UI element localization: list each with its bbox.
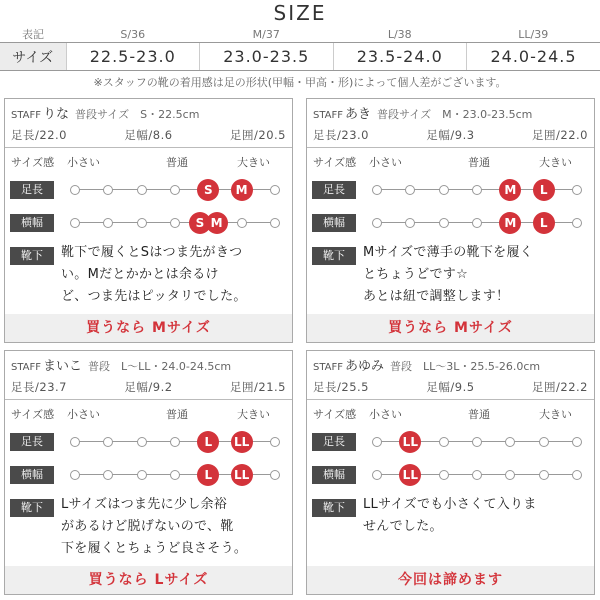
fit-scale-labels [307, 154, 594, 172]
staff-usual-size: 普段 L〜LL・24.0-24.5cm [88, 360, 232, 373]
foot-length-value: 足長/22.0 [11, 128, 67, 142]
comment-line: い。Mだとかかとは余るけ [61, 267, 219, 282]
comment-line: あとは紐で調整します！ [363, 289, 510, 304]
fit-disclaimer-note: ※スタッフの靴の着用感は足の形状(甲幅・甲高・形)によって個人差がございます。 [93, 76, 507, 89]
fit-scale-labels [5, 406, 292, 424]
foot-length-value: 足長/25.5 [313, 380, 369, 394]
width-size-mark: LL [231, 464, 253, 486]
comment-line: Lサイズはつま先に少し余裕 [61, 497, 228, 512]
foot-length-value: 足長/23.7 [11, 380, 67, 394]
socks-row-label: 靴下 [312, 247, 356, 265]
length-size-mark: LL [399, 431, 421, 453]
fit-scale-large-label: 大きい [237, 408, 270, 421]
header-divider [307, 399, 594, 400]
size-col-label: M/37 [200, 26, 334, 43]
width-size-mark: L [197, 464, 219, 486]
staff-header [11, 355, 286, 373]
size-range-value: 22.5-23.0 [66, 43, 200, 71]
staff-name: りな [43, 107, 70, 122]
staff-tag: STAFF [11, 362, 42, 373]
staff-comment [61, 242, 288, 308]
length-size-mark: L [533, 179, 555, 201]
fit-scale-normal-label: 普通 [468, 156, 490, 169]
fit-scale-small-label: 小さい [67, 408, 100, 421]
scale-dot [103, 437, 113, 447]
staff-tag: STAFF [11, 110, 42, 121]
scale-dot [539, 470, 549, 480]
size-table [0, 26, 600, 71]
size-col-label: L/38 [333, 26, 467, 43]
length-size-mark: LL [231, 431, 253, 453]
fit-scale-large-label: 大きい [237, 156, 270, 169]
staff-tag: STAFF [313, 362, 344, 373]
foot-girth-value: 足囲/21.5 [230, 380, 286, 394]
fit-scale-small-label: 小さい [67, 156, 100, 169]
scale-dot [137, 437, 147, 447]
fit-scale-title: サイズ感 [11, 156, 55, 169]
width-scale [377, 463, 577, 487]
length-size-mark: M [231, 179, 253, 201]
fit-scale-normal-label: 普通 [468, 408, 490, 421]
length-scale [75, 178, 275, 202]
fit-scale-normal-label: 普通 [166, 408, 188, 421]
scale-dot [372, 470, 382, 480]
scale-dot [70, 218, 80, 228]
scale-dot [572, 437, 582, 447]
scale-dot [70, 470, 80, 480]
foot-length-value: 足長/23.0 [313, 128, 369, 142]
scale-dot [137, 185, 147, 195]
staff-name: あゆみ [345, 359, 385, 374]
staff-comment [363, 494, 590, 538]
fit-scale-small-label: 小さい [369, 408, 402, 421]
scale-dot [439, 470, 449, 480]
comment-line: ど、つま先はピッタリでした。 [61, 289, 247, 304]
scale-dot [539, 437, 549, 447]
fit-scale-labels [5, 154, 292, 172]
width-size-mark: M [206, 212, 228, 234]
comment-line: せんでした。 [363, 519, 443, 534]
length-size-mark: M [499, 179, 521, 201]
staff-usual-size: 普段サイズ S・22.5cm [75, 108, 200, 121]
comment-line: 下を履くとちょうど良さそう。 [61, 541, 248, 556]
length-row-label: 足長 [10, 181, 54, 199]
foot-girth-value: 足囲/20.5 [230, 128, 286, 142]
foot-width-value: 足幅/9.2 [124, 380, 173, 394]
scale-dot [372, 185, 382, 195]
size-table-header-label: 表記 [0, 26, 66, 43]
scale-dot [170, 218, 180, 228]
scale-dot [572, 185, 582, 195]
scale-dot [103, 218, 113, 228]
foot-girth-value: 足囲/22.2 [532, 380, 588, 394]
staff-tag: STAFF [313, 110, 344, 121]
socks-row-label: 靴下 [10, 247, 54, 265]
staff-foot-measurements [11, 379, 286, 395]
header-divider [5, 399, 292, 400]
scale-dot [405, 218, 415, 228]
length-scale [377, 430, 577, 454]
scale-dot [137, 218, 147, 228]
size-table-header-row [0, 26, 600, 43]
length-row-label: 足長 [10, 433, 54, 451]
comment-line: Mサイズで薄手の靴下を履く [363, 245, 534, 260]
scale-dot [572, 470, 582, 480]
scale-dot [372, 218, 382, 228]
staff-usual-size: 普段サイズ M・23.0-23.5cm [377, 108, 533, 121]
purchase-verdict: 買うなら Mサイズ [307, 314, 594, 342]
scale-dot [405, 185, 415, 195]
fit-scale-title: サイズ感 [313, 408, 357, 421]
staff-header [313, 103, 588, 121]
scale-dot [572, 218, 582, 228]
fit-scale-labels [307, 406, 594, 424]
foot-width-value: 足幅/8.6 [124, 128, 173, 142]
fit-scale-large-label: 大きい [539, 156, 572, 169]
staff-review-card [306, 98, 595, 343]
scale-dot [103, 470, 113, 480]
header-divider [307, 147, 594, 148]
size-col-label: S/36 [66, 26, 200, 43]
scale-dot [472, 218, 482, 228]
purchase-verdict: 今回は諦めます [307, 566, 594, 594]
fit-scale-title: サイズ感 [11, 408, 55, 421]
scale-dot [505, 437, 515, 447]
scale-dot [439, 218, 449, 228]
foot-girth-value: 足囲/22.0 [532, 128, 588, 142]
size-range-value: 23.5-24.0 [333, 43, 467, 71]
page-title: SIZE [273, 1, 327, 25]
socks-row-label: 靴下 [312, 499, 356, 517]
fit-scale-title: サイズ感 [313, 156, 357, 169]
staff-review-card [4, 350, 293, 595]
staff-review-card [306, 350, 595, 595]
scale-dot [170, 185, 180, 195]
width-row-label: 横幅 [10, 214, 54, 232]
width-scale [377, 211, 577, 235]
scale-dot [237, 218, 247, 228]
scale-dot [472, 185, 482, 195]
comment-line: とちょうどです☆ [363, 267, 469, 282]
purchase-verdict: 買うなら Mサイズ [5, 314, 292, 342]
scale-dot [270, 218, 280, 228]
scale-dot [472, 437, 482, 447]
scale-dot [270, 185, 280, 195]
foot-width-value: 足幅/9.3 [426, 128, 475, 142]
comment-line: があるけど脱げないので、靴 [61, 519, 234, 534]
length-row-label: 足長 [312, 433, 356, 451]
staff-name: まいこ [43, 359, 83, 374]
size-table-row-label: サイズ [0, 43, 66, 71]
scale-dot [70, 185, 80, 195]
width-size-mark: LL [399, 464, 421, 486]
width-row-label: 横幅 [10, 466, 54, 484]
scale-dot [505, 470, 515, 480]
scale-dot [270, 437, 280, 447]
length-scale [75, 430, 275, 454]
width-scale [75, 211, 275, 235]
staff-header [11, 103, 286, 121]
length-size-mark: S [197, 179, 219, 201]
width-size-mark: L [533, 212, 555, 234]
scale-dot [472, 470, 482, 480]
width-size-mark: M [499, 212, 521, 234]
size-range-value: 23.0-23.5 [200, 43, 334, 71]
socks-row-label: 靴下 [10, 499, 54, 517]
staff-review-card [4, 98, 293, 343]
header-divider [5, 147, 292, 148]
fit-scale-large-label: 大きい [539, 408, 572, 421]
width-row-label: 横幅 [312, 214, 356, 232]
comment-line: 靴下で履くとSはつま先がきつ [61, 245, 243, 260]
comment-line: LLサイズでも小さくて入りま [363, 497, 537, 512]
staff-comment [61, 494, 288, 560]
scale-dot [439, 185, 449, 195]
length-size-mark: L [197, 431, 219, 453]
scale-dot [103, 185, 113, 195]
scale-dot [170, 470, 180, 480]
size-table-values-row [0, 43, 600, 71]
staff-name: あき [345, 107, 372, 122]
foot-width-value: 足幅/9.5 [426, 380, 475, 394]
scale-dot [270, 470, 280, 480]
scale-dot [137, 470, 147, 480]
staff-comment [363, 242, 590, 308]
size-range-value: 24.0-24.5 [467, 43, 600, 71]
scale-dot [372, 437, 382, 447]
staff-header [313, 355, 588, 373]
scale-dot [70, 437, 80, 447]
length-scale [377, 178, 577, 202]
staff-foot-measurements [313, 127, 588, 143]
width-row-label: 横幅 [312, 466, 356, 484]
staff-foot-measurements [313, 379, 588, 395]
purchase-verdict: 買うなら Lサイズ [5, 566, 292, 594]
size-col-label: LL/39 [467, 26, 600, 43]
width-scale [75, 463, 275, 487]
staff-usual-size: 普段 LL〜3L・25.5-26.0cm [390, 360, 541, 373]
scale-dot [439, 437, 449, 447]
length-row-label: 足長 [312, 181, 356, 199]
scale-dot [170, 437, 180, 447]
width-size-mark: S [189, 212, 211, 234]
staff-foot-measurements [11, 127, 286, 143]
fit-scale-small-label: 小さい [369, 156, 402, 169]
fit-scale-normal-label: 普通 [166, 156, 188, 169]
